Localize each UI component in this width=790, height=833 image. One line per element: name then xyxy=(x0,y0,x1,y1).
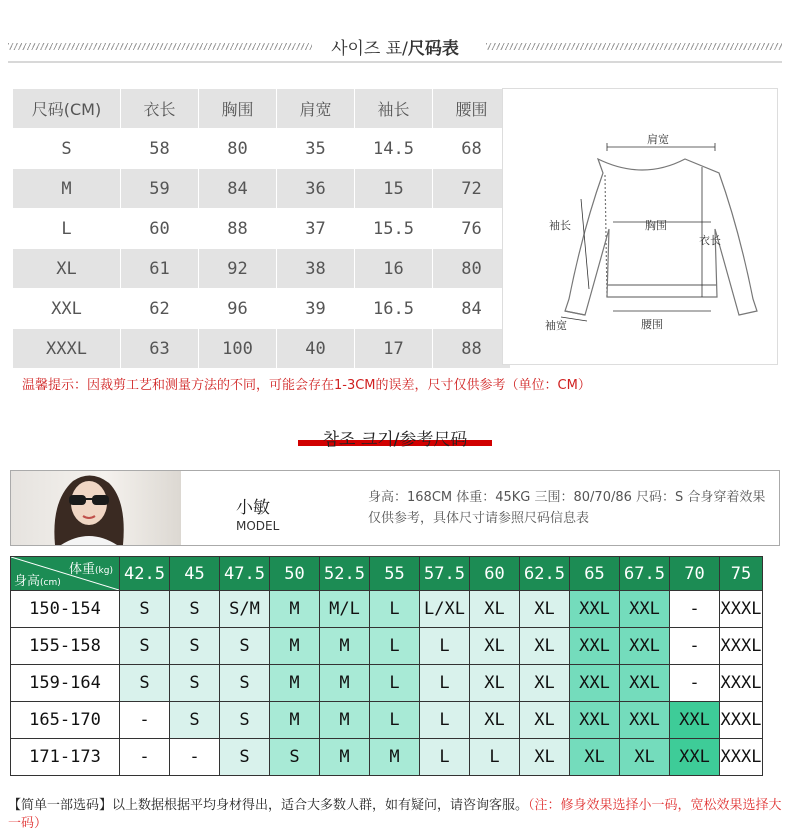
size-table-cell: 17 xyxy=(355,329,433,369)
size-table-cell: 38 xyxy=(277,249,355,289)
weight-col-header: 60 xyxy=(470,557,520,591)
recommended-size-cell: S xyxy=(270,739,320,776)
garment-measurement-diagram xyxy=(502,88,778,365)
height-label: 身高 xyxy=(14,574,41,589)
recommended-size-cell: XXXL xyxy=(720,665,763,702)
size-table-row xyxy=(13,209,511,249)
size-table-cell: 92 xyxy=(199,249,277,289)
size-table-cell: L xyxy=(13,209,121,249)
recommended-size-cell: L xyxy=(370,591,420,628)
height-unit: (cm) xyxy=(40,578,61,588)
size-table-cell: 36 xyxy=(277,169,355,209)
ref-table-row xyxy=(11,628,763,665)
shoulder-col-header: 肩宽 xyxy=(277,89,355,129)
diagram-waist-label: 腰围 xyxy=(641,318,663,331)
recommended-size-cell: XXL xyxy=(670,739,720,776)
recommended-size-cell: L xyxy=(420,702,470,739)
height-range: 165-170 xyxy=(11,702,120,739)
recommended-size-cell: S xyxy=(220,628,270,665)
recommended-size-cell: - xyxy=(170,739,220,776)
recommended-size-cell: XL xyxy=(470,702,520,739)
diagram-sleeve-label: 袖长 xyxy=(549,219,571,232)
weight-col-header: 42.5 xyxy=(120,557,170,591)
height-range: 171-173 xyxy=(11,739,120,776)
recommended-size-cell: - xyxy=(120,702,170,739)
size-table-cell: XL xyxy=(13,249,121,289)
size-table xyxy=(12,88,511,369)
size-table-cell: 80 xyxy=(199,129,277,169)
recommended-size-cell: S/M xyxy=(220,591,270,628)
recommended-size-cell: M xyxy=(270,702,320,739)
recommended-size-cell: XL xyxy=(520,591,570,628)
size-table-cell: S xyxy=(13,129,121,169)
size-table-cell: 76 xyxy=(433,209,511,249)
size-col-header: 尺码(CM) xyxy=(13,89,121,129)
size-table-cell: XXL xyxy=(13,289,121,329)
sleeve-col-header: 袖长 xyxy=(355,89,433,129)
size-table-cell: 84 xyxy=(199,169,277,209)
weight-col-header: 55 xyxy=(370,557,420,591)
recommended-size-cell: S xyxy=(220,702,270,739)
reference-size-table xyxy=(10,556,763,776)
waist-col-header: 腰围 xyxy=(433,89,511,129)
weight-col-header: 65 xyxy=(570,557,620,591)
recommended-size-cell: L xyxy=(420,665,470,702)
recommended-size-cell: L xyxy=(370,702,420,739)
recommended-size-cell: XL xyxy=(520,739,570,776)
model-photo xyxy=(11,471,181,545)
size-chart-title: 사이즈 표/尺码表 xyxy=(331,39,459,59)
size-table-cell: 84 xyxy=(433,289,511,329)
recommended-size-cell: S xyxy=(220,739,270,776)
recommended-size-cell: XXXL xyxy=(720,702,763,739)
recommended-size-cell: S xyxy=(220,665,270,702)
size-table-cell: 37 xyxy=(277,209,355,249)
diagram-chest-label: 胸围 xyxy=(645,219,667,232)
recommended-size-cell: L/XL xyxy=(420,591,470,628)
recommended-size-cell: XL xyxy=(520,665,570,702)
recommended-size-cell: S xyxy=(120,591,170,628)
weight-label: 体重 xyxy=(69,562,96,577)
ref-table-row xyxy=(11,702,763,739)
recommended-size-cell: XXXL xyxy=(720,628,763,665)
size-table-row xyxy=(13,129,511,169)
size-table-cell: 59 xyxy=(121,169,199,209)
measurement-tip: 温馨提示：因裁剪工艺和测量方法的不同，可能会存在1-3CM的误差，尺寸仅供参考（单位：CM） xyxy=(22,378,591,393)
recommended-size-cell: XL xyxy=(470,665,520,702)
size-table-cell: 15.5 xyxy=(355,209,433,249)
size-table-header xyxy=(13,89,511,129)
weight-header-row xyxy=(11,557,763,591)
recommended-size-cell: XXL xyxy=(620,591,670,628)
recommended-size-cell: XL xyxy=(470,628,520,665)
size-table-cell: 35 xyxy=(277,129,355,169)
recommended-size-cell: M xyxy=(320,739,370,776)
recommended-size-cell: M/L xyxy=(320,591,370,628)
model-portrait-icon xyxy=(11,471,181,545)
recommended-size-cell: S xyxy=(120,628,170,665)
recommended-size-cell: M xyxy=(370,739,420,776)
size-table-cell: 60 xyxy=(121,209,199,249)
recommended-size-cell: XXL xyxy=(670,702,720,739)
recommended-size-cell: S xyxy=(170,628,220,665)
size-chart-header xyxy=(0,30,790,64)
weight-col-header: 45 xyxy=(170,557,220,591)
size-table-cell: XXXL xyxy=(13,329,121,369)
recommended-size-cell: XXL xyxy=(570,628,620,665)
recommended-size-cell: M xyxy=(270,628,320,665)
weight-unit: (kg) xyxy=(95,566,113,576)
weight-col-header: 62.5 xyxy=(520,557,570,591)
recommended-size-cell: XXL xyxy=(620,628,670,665)
recommended-size-cell: XXL xyxy=(620,702,670,739)
weight-col-header: 67.5 xyxy=(620,557,670,591)
recommended-size-cell: XXXL xyxy=(720,739,763,776)
ref-table-row xyxy=(11,665,763,702)
model-name: 小敏 xyxy=(236,498,270,518)
diagram-length-label: 衣长 xyxy=(699,234,721,247)
size-table-row xyxy=(13,329,511,369)
weight-col-header: 52.5 xyxy=(320,557,370,591)
size-table-row xyxy=(13,169,511,209)
recommended-size-cell: XXL xyxy=(570,591,620,628)
length-col-header: 衣长 xyxy=(121,89,199,129)
weight-col-header: 57.5 xyxy=(420,557,470,591)
height-range: 150-154 xyxy=(11,591,120,628)
size-table-cell: 61 xyxy=(121,249,199,289)
recommended-size-cell: L xyxy=(420,628,470,665)
size-table-cell: 58 xyxy=(121,129,199,169)
size-table-cell: 63 xyxy=(121,329,199,369)
size-table-cell: 16 xyxy=(355,249,433,289)
recommended-size-cell: XXXL xyxy=(720,591,763,628)
recommended-size-cell: - xyxy=(120,739,170,776)
recommended-size-cell: XXL xyxy=(570,702,620,739)
recommended-size-cell: XL xyxy=(470,591,520,628)
ref-table-row xyxy=(11,739,763,776)
recommended-size-cell: - xyxy=(670,628,720,665)
size-table-row xyxy=(13,249,511,289)
recommended-size-cell: XL xyxy=(570,739,620,776)
size-table-cell: 39 xyxy=(277,289,355,329)
recommended-size-cell: XL xyxy=(520,702,570,739)
size-table-cell: 16.5 xyxy=(355,289,433,329)
height-weight-corner xyxy=(11,557,120,591)
header-divider xyxy=(8,61,782,63)
height-range: 155-158 xyxy=(11,628,120,665)
recommended-size-cell: XL xyxy=(520,628,570,665)
recommended-size-cell: L xyxy=(370,628,420,665)
recommended-size-cell: - xyxy=(670,591,720,628)
weight-col-header: 75 xyxy=(720,557,763,591)
size-table-cell: 15 xyxy=(355,169,433,209)
recommended-size-cell: M xyxy=(320,628,370,665)
diagram-shoulder-label: 肩宽 xyxy=(647,133,669,146)
recommended-size-cell: L xyxy=(370,665,420,702)
chest-col-header: 胸围 xyxy=(199,89,277,129)
recommended-size-cell: XL xyxy=(620,739,670,776)
reference-size-title: 참조 크기/参考尺码 xyxy=(0,425,790,450)
diagram-cuff-label: 袖宽 xyxy=(545,319,567,332)
size-table-cell: 80 xyxy=(433,249,511,289)
size-table-cell: 88 xyxy=(433,329,511,369)
recommended-size-cell: S xyxy=(170,702,220,739)
recommended-size-cell: M xyxy=(270,591,320,628)
size-table-cell: 96 xyxy=(199,289,277,329)
recommended-size-cell: S xyxy=(120,665,170,702)
recommended-size-cell: M xyxy=(320,702,370,739)
size-table-cell: 88 xyxy=(199,209,277,249)
recommended-size-cell: - xyxy=(670,665,720,702)
recommended-size-cell: XXL xyxy=(620,665,670,702)
recommended-size-cell: L xyxy=(420,739,470,776)
recommended-size-cell: S xyxy=(170,591,220,628)
size-table-row xyxy=(13,289,511,329)
recommended-size-cell: M xyxy=(320,665,370,702)
fit-advice: （注：修身效果选择小一码，宽松效果选择大一码） xyxy=(8,798,782,831)
size-table-cell: 14.5 xyxy=(355,129,433,169)
height-range: 159-164 xyxy=(11,665,120,702)
recommended-size-cell: XXL xyxy=(570,665,620,702)
size-selection-note: 【简单一部选码】以上数据根据平均身材得出，适合大多数人群，如有疑问，请咨询客服。（注：修身效果选择小一码，宽松效果选择大一码） xyxy=(8,798,782,831)
ref-table-row xyxy=(11,591,763,628)
size-table-cell: 100 xyxy=(199,329,277,369)
size-table-cell: 62 xyxy=(121,289,199,329)
weight-col-header: 47.5 xyxy=(220,557,270,591)
recommended-size-cell: L xyxy=(470,739,520,776)
size-table-cell: M xyxy=(13,169,121,209)
model-measurements: 身高：168CM 体重：45KG 三围：80/70/86 尺码：S 合身穿着效果仅供参考，具体尺寸请参照尺码信息表 xyxy=(368,490,766,526)
size-table-cell: 72 xyxy=(433,169,511,209)
model-card xyxy=(10,470,780,546)
recommended-size-cell: S xyxy=(170,665,220,702)
weight-col-header: 70 xyxy=(670,557,720,591)
recommended-size-cell: M xyxy=(270,665,320,702)
model-label: MODEL xyxy=(236,519,280,533)
size-table-cell: 40 xyxy=(277,329,355,369)
weight-col-header: 50 xyxy=(270,557,320,591)
size-table-cell: 68 xyxy=(433,129,511,169)
